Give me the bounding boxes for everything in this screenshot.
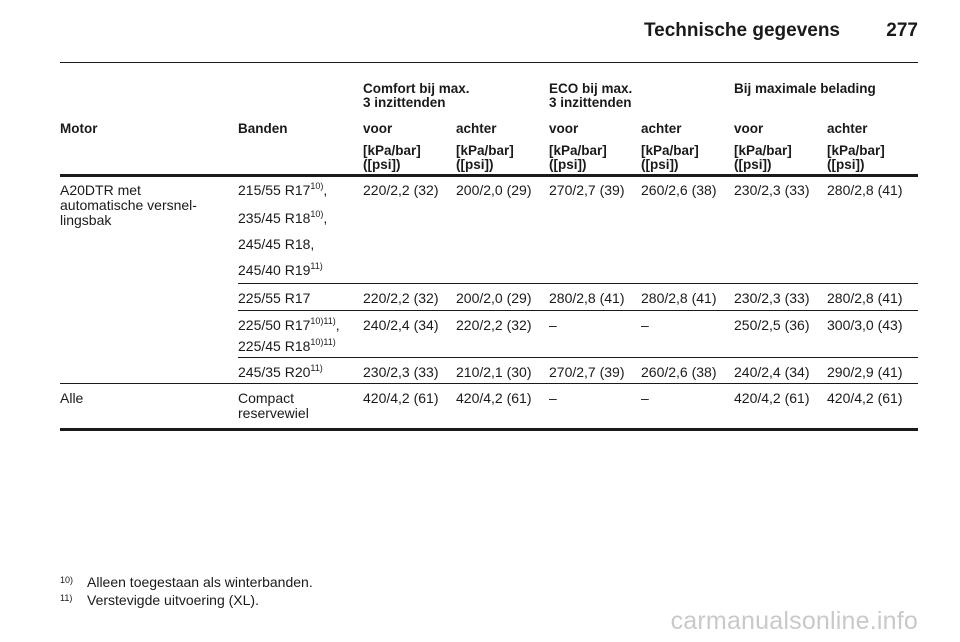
pressure-value: – xyxy=(549,317,557,333)
tire-size: 215/55 R17$^{10)}$, xyxy=(238,181,328,198)
pressure-value: 280/2,8 (41) xyxy=(827,182,903,198)
footnote xyxy=(60,572,313,590)
sub-header-achter: achter xyxy=(641,121,682,136)
pressure-value: 240/2,4 (34) xyxy=(734,364,810,380)
pressure-value: 420/4,2 (61) xyxy=(827,390,903,406)
row-divider xyxy=(60,383,918,384)
group-header-max-load: Bij maximale belading xyxy=(734,81,876,96)
pressure-value: 230/2,3 (33) xyxy=(734,290,810,306)
tire-size: 225/50 $R17^{10)11)}$, xyxy=(238,316,340,333)
footnote xyxy=(60,590,259,608)
table-bottom-rule xyxy=(60,428,918,431)
pressure-value: 290/2,9 (41) xyxy=(827,364,903,380)
pressure-value: – xyxy=(641,317,649,333)
unit-header: [kPa/bar] ([psi]) xyxy=(734,143,792,172)
tire-size: 245/45 R18, xyxy=(238,236,315,252)
tire-size: 235/45 R18$^{10)}$, xyxy=(238,209,328,226)
sub-header-achter: achter xyxy=(456,121,497,136)
row-divider xyxy=(238,310,918,311)
pressure-value: 420/4,2 (61) xyxy=(456,390,532,406)
pressure-value: 220/2,2 (32) xyxy=(363,290,439,306)
pressure-value: 420/4,2 (61) xyxy=(734,390,810,406)
pressure-value: 240/2,4 (34) xyxy=(363,317,439,333)
pressure-value: 300/3,0 (43) xyxy=(827,317,903,333)
tire-size: 245/40 R19$^{11)}$ xyxy=(238,261,323,278)
tire-size: Compact reservewiel xyxy=(238,390,309,421)
pressure-value: 270/2,7 (39) xyxy=(549,182,625,198)
pressure-value: 260/2,6 (38) xyxy=(641,182,717,198)
column-header-motor: Motor xyxy=(60,121,98,136)
unit-header: [kPa/bar] ([psi]) xyxy=(641,143,699,172)
header-rule xyxy=(60,62,918,63)
footnote-text: Verstevigde uitvoering (XL). xyxy=(87,592,259,608)
column-header-banden: Banden xyxy=(238,121,288,136)
tire-size: 225/55 R17 xyxy=(238,290,311,306)
unit-header: [kPa/bar] ([psi]) xyxy=(549,143,607,172)
footnote-number: 11) xyxy=(60,593,73,603)
unit-header: [kPa/bar] ([psi]) xyxy=(456,143,514,172)
page-number: 277 xyxy=(886,20,918,41)
pressure-value: 210/2,1 (30) xyxy=(456,364,532,380)
pressure-value: 280/2,8 (41) xyxy=(641,290,717,306)
pressure-value: – xyxy=(549,390,557,406)
sub-header-voor: voor xyxy=(734,121,764,136)
row-divider xyxy=(238,357,918,358)
footnote-number: 10) xyxy=(60,575,74,585)
page-title: Technische gegevens xyxy=(643,20,840,41)
pressure-value: 260/2,6 (38) xyxy=(641,364,717,380)
motor-alle: Alle xyxy=(60,390,84,406)
unit-header: [kPa/bar] ([psi]) xyxy=(827,143,885,172)
pressure-value: 230/2,3 (33) xyxy=(363,364,439,380)
pressure-value: 280/2,8 (41) xyxy=(549,290,625,306)
group-header-comfort: Comfort bij max. 3 inzittenden xyxy=(363,81,470,110)
pressure-value: 200/2,0 (29) xyxy=(456,290,532,306)
pressure-value: 420/4,2 (61) xyxy=(363,390,439,406)
watermark: carmanualsonline.info xyxy=(670,607,918,635)
pressure-value: – xyxy=(641,390,649,406)
footnote-text: Alleen toegestaan als winterbanden. xyxy=(87,574,313,590)
pressure-value: 230/2,3 (33) xyxy=(734,182,810,198)
pressure-value: 280/2,8 (41) xyxy=(827,290,903,306)
pressure-value: 220/2,2 (32) xyxy=(363,182,439,198)
sub-header-voor: voor xyxy=(363,121,393,136)
pressure-value: 200/2,0 (29) xyxy=(456,182,532,198)
pressure-value: 270/2,7 (39) xyxy=(549,364,625,380)
unit-header: [kPa/bar] ([psi]) xyxy=(363,143,421,172)
motor-a20dtr: A20DTR met automatische versnel- lingsbak xyxy=(60,182,197,228)
tire-size: 225/45 $R18^{10)11)}$ xyxy=(238,337,336,354)
tire-size: 245/35 R20$^{11)}$ xyxy=(238,363,323,380)
page-header xyxy=(0,0,960,62)
sub-header-achter: achter xyxy=(827,121,868,136)
pressure-value: 220/2,2 (32) xyxy=(456,317,532,333)
row-divider xyxy=(238,283,918,284)
sub-header-voor: voor xyxy=(549,121,579,136)
pressure-value: 250/2,5 (36) xyxy=(734,317,810,333)
group-header-eco: ECO bij max. 3 inzittenden xyxy=(549,81,633,110)
table-header-rule xyxy=(60,174,918,177)
